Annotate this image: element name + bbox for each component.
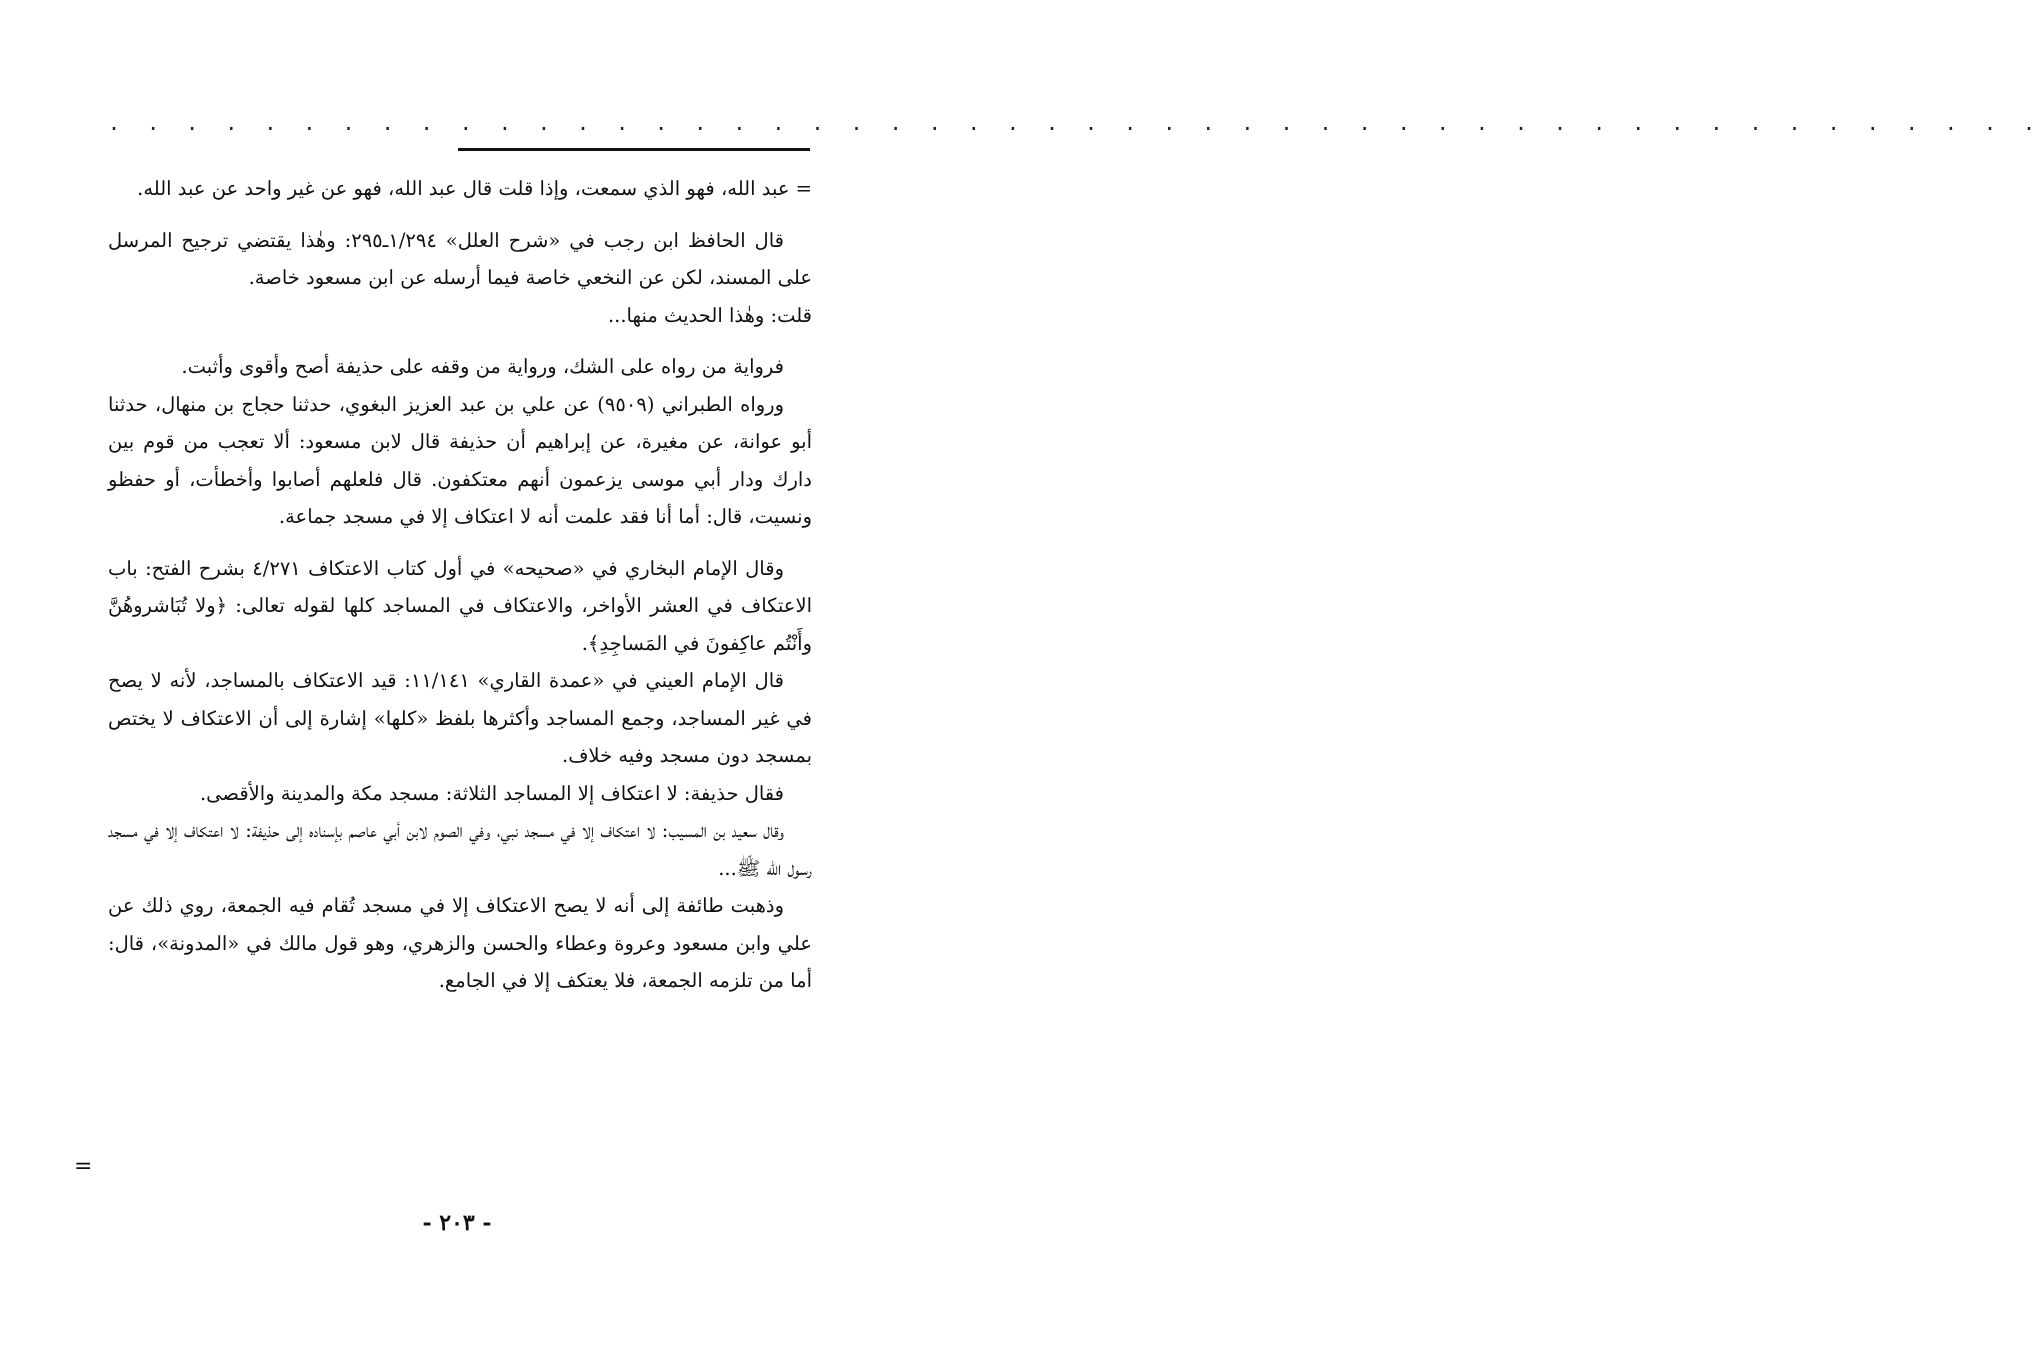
footnote-paragraph-3: قلت: وهٰذا الحديث منها... (607, 303, 812, 327)
footnote-paragraph-2: قال الحافظ ابن رجب في «شرح العلل» ١/٢٩٤ـ٢٩٥: وهٰذا يقتضي ترجيح المرسل على المسند، لكن عن النخعي خاصة فيما أرسله عن ابن مسعود خاصة. (108, 228, 812, 289)
footnote-paragraph-10: وذهبت طائفة إلى أنه لا يصح الاعتكاف إلا في مسجد تُقام فيه الجمعة، روي ذلك عن علي وابن مسعود وعروة وعطاء والحسن والزهري، وهو قول مالك في «المدونة»، قال: أما من تلزمه الجمعة، فلا يعتكف إلا في الجامع. (108, 894, 812, 992)
continuation-mark: = (74, 1154, 93, 1179)
footnote-paragraph-6: وقال الإمام البخاري في «صحيحه» في أول كتاب الاعتكاف ٤/٢٧١ بشرح الفتح: باب الاعتكاف في العشر الأواخر، والاعتكاف في المساجد كلها لقوله تعالى: ﴿ولا تُبَاشروهُنَّ وأَنْتُم عاكِفونَ في المَساجِدِ﴾. (108, 556, 812, 655)
footnote-paragraph-5: ورواه الطبراني (٩٥٠٩) عن علي بن عبد العزيز البغوي، حدثنا حجاج بن منهال، حدثنا أبو عوانة، عن مغيرة، عن إبراهيم أن حذيفة قال لابن مسعود: ألا تعجب من قوم بين دارك ودار أبي موسى يزعمون أنهم معتكفون. قال فلعلهم أصابوا وأخطأت، أو حفظو ونسيت، قال: أما أنا فقد علمت أنه لا اعتكاف إلا في مسجد جماعة. (108, 392, 812, 528)
footnote-paragraph-7: قال الإمام العيني في «عمدة القاري» ١١/١٤١: قيد الاعتكاف بالمساجد، لأنه لا يصح في غير المساجد، وجمع المساجد وأكثرها بلفظ «كلها» إشارة إلى أن الاعتكاف لا يختص بمسجد دون مسجد وفيه خلاف. (108, 669, 812, 767)
footnote-separator-dots: . . . . . . . . . . . . . . . . . . . . . . . . . . . . . . . . . . . . . . . . . . . . . . . . . . (108, 111, 2043, 135)
footnote-paragraph-8: فقال حذيفة: لا اعتكاف إلا المساجد الثلاثة: مسجد مكة والمدينة والأقصى. (199, 781, 784, 805)
footnote-paragraph-4: فرواية من رواه على الشك، ورواية من وقفه على حذيفة أصح وأقوى وأثبت. (181, 355, 784, 378)
footnote-separator-rule (458, 148, 810, 151)
page-number: - ٢٠٣ - (422, 1210, 492, 1236)
footnote-paragraph-1: = عبد الله، فهو الذي سمعت، وإذا قلت قال عبد الله، فهو عن غير واحد عن عبد الله. (137, 177, 812, 200)
footnote-paragraph-9: وقال سعيد بن المسيب: لا اعتكاف إلا في مسجد نبي، وفي الصوم لابن أبي عاصم بإسناده إلى حذيفة: لا اعتكاف إلا في مسجد رسول الله ﷺ... (108, 819, 812, 880)
footnote-text-block (108, 170, 812, 1000)
